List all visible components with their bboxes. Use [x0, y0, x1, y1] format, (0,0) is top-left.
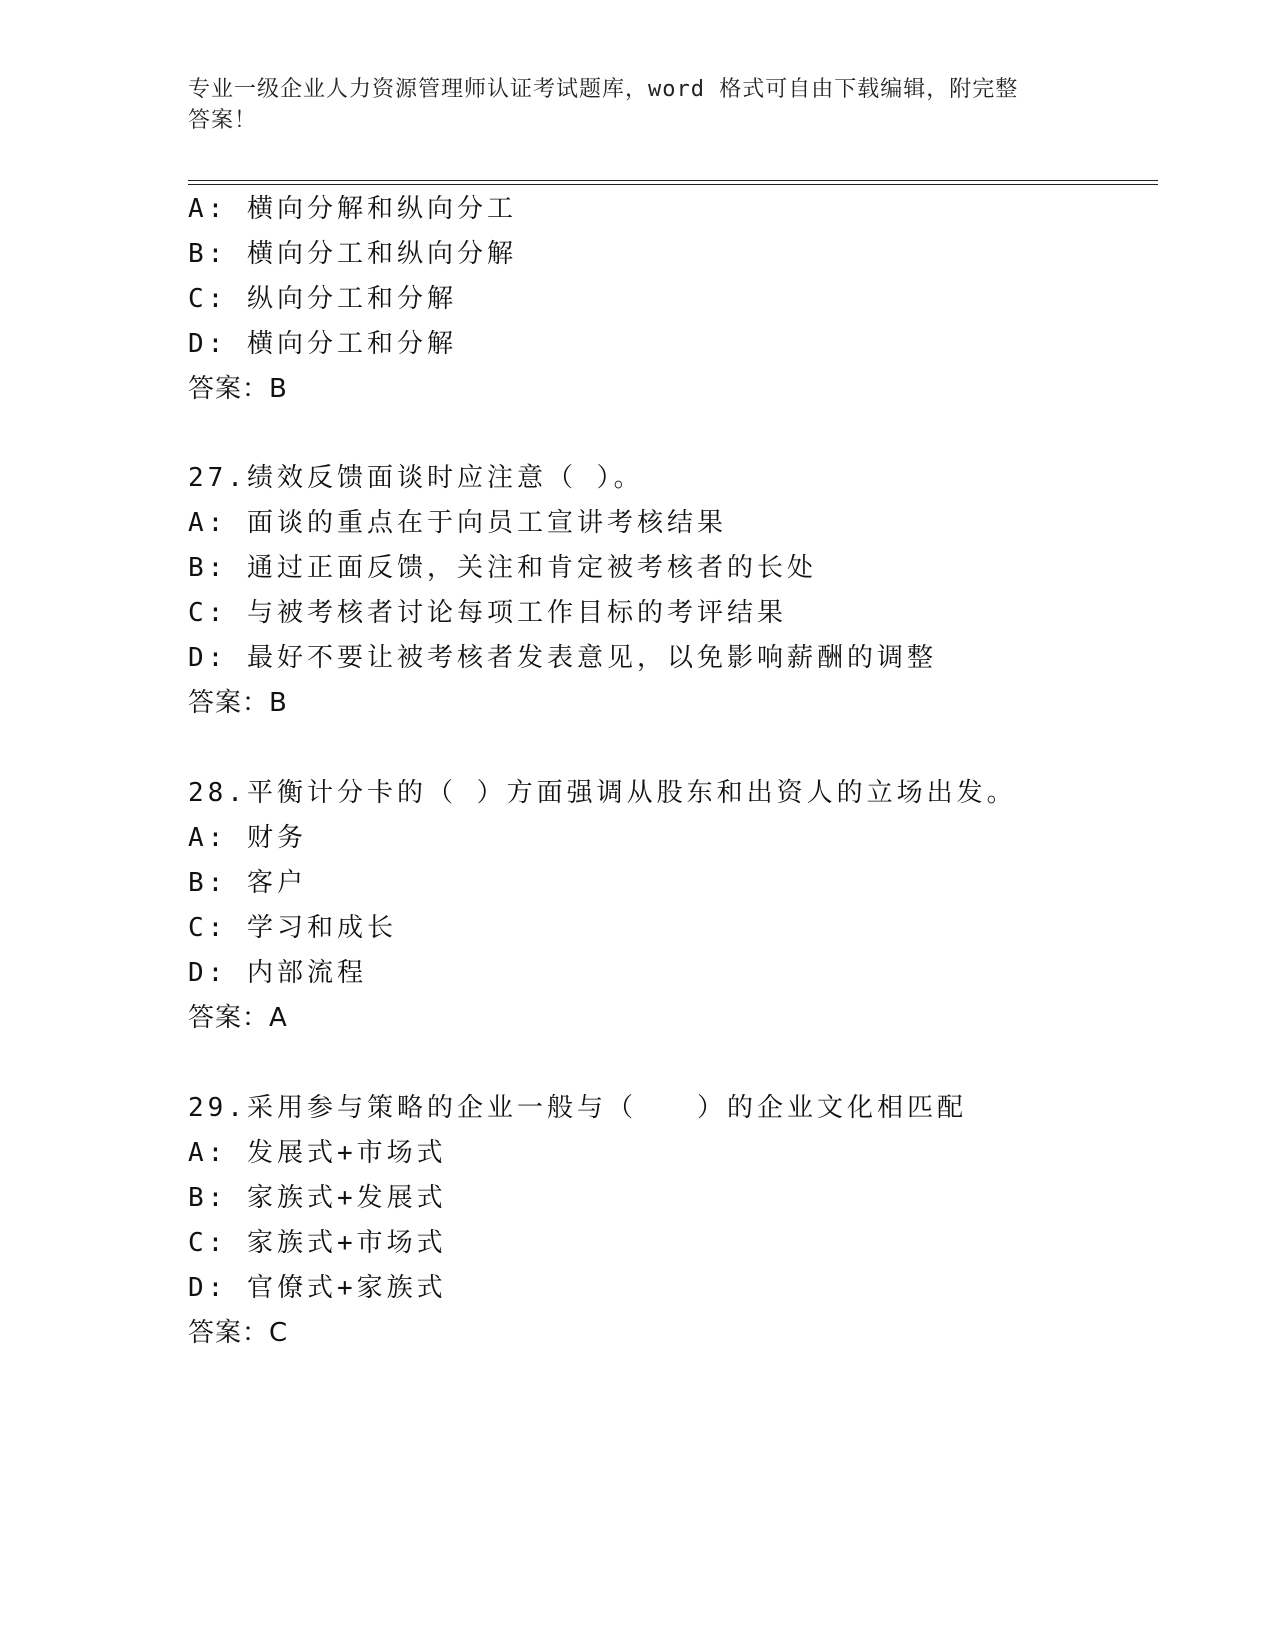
q29-option-d: D: 官僚式+家族式: [188, 1273, 447, 1303]
q26-option-b: B: 横向分工和纵向分解: [188, 239, 517, 269]
q28-option-d: D: 内部流程: [188, 958, 367, 988]
q27-option-c: C: 与被考核者讨论每项工作目标的考评结果: [188, 598, 787, 628]
q29-option-b: B: 家族式+发展式: [188, 1183, 447, 1213]
q29-option-a: A: 发展式+市场式: [188, 1138, 447, 1168]
q29-question: 29.采用参与策略的企业一般与（ ）的企业文化相匹配: [188, 1093, 967, 1123]
q26-option-d: D: 横向分工和分解: [188, 329, 457, 359]
header-divider-bottom: [188, 184, 1158, 185]
header-line-2: 答案！: [188, 108, 258, 133]
q28-option-a: A: 财务: [188, 823, 307, 853]
q26-option-c: C: 纵向分工和分解: [188, 284, 457, 314]
q28-question: 28.平衡计分卡的（ ）方面强调从股东和出资人的立场出发。: [188, 778, 1017, 808]
q27-answer: 答案：B: [188, 688, 288, 718]
q29-option-c: C: 家族式+市场式: [188, 1228, 447, 1258]
q27-option-d: D: 最好不要让被考核者发表意见，以免影响薪酬的调整: [188, 643, 937, 673]
q28-answer: 答案：A: [188, 1003, 288, 1033]
q29-answer: 答案：C: [188, 1318, 289, 1348]
document-header: [188, 74, 1088, 136]
q28-option-c: C: 学习和成长: [188, 913, 397, 943]
header-line-1: 专业一级企业人力资源管理师认证考试题库，word 格式可自由下载编辑，附完整: [188, 77, 1019, 102]
q27-option-a: A: 面谈的重点在于向员工宣讲考核结果: [188, 508, 727, 538]
q26-option-a: A: 横向分解和纵向分工: [188, 194, 517, 224]
header-divider-top: [188, 180, 1158, 181]
q28-option-b: B: 客户: [188, 868, 307, 898]
q27-option-b: B: 通过正面反馈，关注和肯定被考核者的长处: [188, 553, 817, 583]
q27-question: 27.绩效反馈面谈时应注意（ ）。: [188, 463, 644, 493]
q26-answer: 答案：B: [188, 374, 288, 404]
